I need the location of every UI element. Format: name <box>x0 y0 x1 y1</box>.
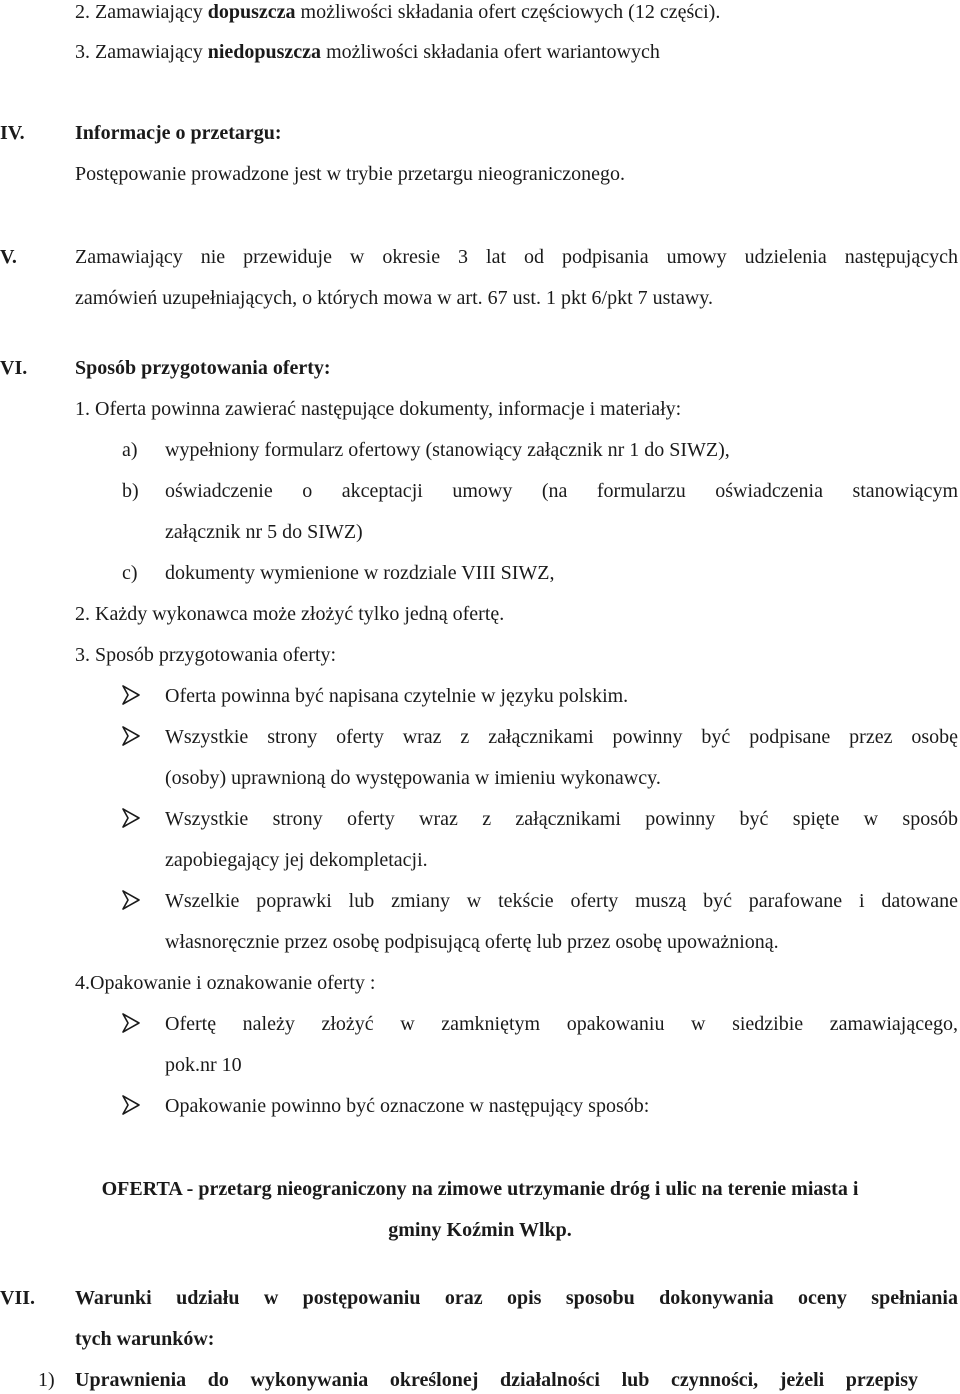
arrow-bullet-icon <box>120 684 146 706</box>
bullet-item-3-line2: zapobiegający jej dekompletacji. <box>165 849 428 871</box>
text: 2. Zamawiający <box>75 1 208 23</box>
section-number-vi: VI. <box>0 357 28 379</box>
bullet-item-5-line2: pok.nr 10 <box>165 1054 242 1076</box>
section-text-v-line2: zamówień uzupełniających, o których mowa w art. 67 ust. 1 pkt 6/pkt 7 ustawy. <box>75 287 713 309</box>
list-item-c: dokumenty wymienione w rozdziale VIII SIWZ, <box>165 562 555 584</box>
oferta-label-line2: gminy Koźmin Wlkp. <box>388 1219 572 1241</box>
bullet-item-3-line1: Wszystkie strony oferty wraz z załącznikami powinny być spięte w sposób <box>165 808 958 830</box>
section-title-vi: Sposób przygotowania oferty: <box>75 357 331 379</box>
list-label-c: c) <box>122 562 138 584</box>
section-number-iv: IV. <box>0 122 25 144</box>
bullet-item-1: Oferta powinna być napisana czytelnie w języku polskim. <box>165 685 629 707</box>
bullet-item-6: Opakowanie powinno być oznaczone w następujący sposób: <box>165 1095 650 1117</box>
bold-text: niedopuszcza <box>207 41 322 63</box>
arrow-bullet-icon <box>120 1012 146 1034</box>
section-number-v: V. <box>0 246 17 268</box>
list-item-1: Uprawnienia do wykonywania określonej działalności lub czynności, jeżeli przepisy <box>75 1369 918 1391</box>
list-label-1: 1) <box>38 1369 55 1391</box>
arrow-bullet-icon <box>120 889 146 911</box>
option-line-2 <box>75 0 720 24</box>
text: 3. Zamawiający <box>75 41 208 63</box>
section-title-iv: Informacje o przetargu: <box>75 122 282 144</box>
arrow-bullet-icon <box>120 1094 146 1116</box>
bold-text: dopuszcza <box>207 1 296 23</box>
section-title-vii-line1: Warunki udziału w postępowaniu oraz opis sposobu dokonywania oceny spełniania <box>75 1287 958 1309</box>
section-title-vii-line2: tych warunków: <box>75 1328 215 1350</box>
bullet-item-2-line2: (osoby) uprawnioną do występowania w imieniu wykonawcy. <box>165 767 661 789</box>
bullet-item-4-line1: Wszelkie poprawki lub zmiany w tekście oferty muszą być parafowane i datowane <box>165 890 958 912</box>
option-line-3 <box>75 40 660 64</box>
oferta-label-line1: OFERTA - przetarg nieograniczony na zimowe utrzymanie dróg i ulic na terenie miasta i <box>101 1178 859 1200</box>
paragraph-2: 2. Każdy wykonawca może złożyć tylko jedną ofertę. <box>75 603 505 625</box>
bullet-item-4-line2: własnoręcznie przez osobę podpisującą ofertę lub przez osobę upoważnioną. <box>165 931 779 953</box>
paragraph-4: 4.Opakowanie i oznakowanie oferty : <box>75 972 376 994</box>
list-item-a: wypełniony formularz ofertowy (stanowiący załącznik nr 1 do SIWZ), <box>165 439 730 461</box>
list-item-b-line1: oświadczenie o akceptacji umowy (na formularzu oświadczenia stanowiącym <box>165 480 958 502</box>
list-item-b-line2: załącznik nr 5 do SIWZ) <box>165 521 363 543</box>
paragraph-1: 1. Oferta powinna zawierać następujące dokumenty, informacje i materiały: <box>75 398 682 420</box>
bullet-item-5-line1: Ofertę należy złożyć w zamkniętym opakowaniu w siedzibie zamawiającego, <box>165 1013 958 1035</box>
paragraph-3: 3. Sposób przygotowania oferty: <box>75 644 337 666</box>
arrow-bullet-icon <box>120 725 146 747</box>
section-text-iv: Postępowanie prowadzone jest w trybie przetargu nieograniczonego. <box>75 163 625 185</box>
list-label-a: a) <box>122 439 138 461</box>
text: możliwości składania ofert częściowych (12 części). <box>295 1 721 23</box>
list-label-b: b) <box>122 480 139 502</box>
text: możliwości składania ofert wariantowych <box>321 41 660 63</box>
section-number-vii: VII. <box>0 1287 36 1309</box>
section-text-v-line1: Zamawiający nie przewiduje w okresie 3 lat od podpisania umowy udzielenia następujących <box>75 246 958 268</box>
bullet-item-2-line1: Wszystkie strony oferty wraz z załącznikami powinny być podpisane przez osobę <box>165 726 958 748</box>
arrow-bullet-icon <box>120 807 146 829</box>
